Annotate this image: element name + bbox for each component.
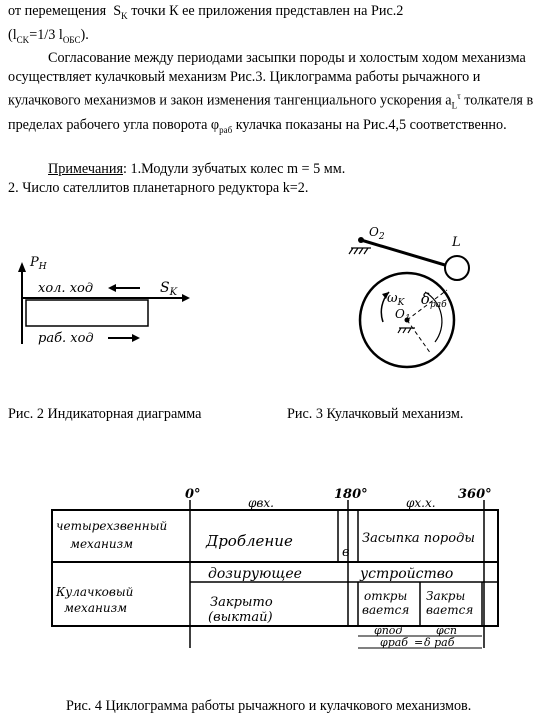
work-rectangle [26, 300, 148, 326]
dosing-b: устройство [360, 566, 454, 582]
deg-180: 180° [334, 487, 368, 502]
s-axis-arrow [182, 294, 190, 302]
phi-rab: φраб [380, 636, 409, 649]
crushing-label: Дробление [206, 532, 293, 550]
s-axis-label: $S_K$ [160, 280, 178, 298]
text-fragment: (l [8, 26, 17, 43]
small-b: в [342, 545, 350, 560]
label-o1: $O_1$ [395, 307, 411, 324]
ground-o1 [398, 328, 415, 333]
closes-b: вается [426, 603, 474, 617]
deg-0: 0° [185, 487, 201, 502]
rocker-arm [361, 240, 455, 268]
idle-arrow-head [108, 284, 116, 292]
phi-eq: = [414, 636, 424, 649]
caption-fig4: Рис. 4 Циклограмма работы рычажного и кулачкового механизмов. [66, 698, 472, 714]
text-fragment: ). [80, 26, 89, 43]
opens-a: откры [364, 589, 408, 603]
ground-o2 [349, 248, 371, 254]
work-stroke-label: раб. ход [38, 331, 94, 346]
phi-vx: φвх. [248, 496, 274, 510]
opens-b: вается [362, 603, 410, 617]
caption-fig3: Рис. 3 Кулачковый механизм. [287, 406, 464, 422]
text-fragment: от перемещения [8, 3, 107, 19]
deg-360: 360° [458, 487, 492, 502]
radius-line-2 [407, 320, 431, 354]
symbol-sup: τ [457, 91, 461, 101]
roller [445, 256, 469, 280]
phi-pod: φпод [374, 624, 403, 637]
closed-a: Закрыто [210, 595, 273, 610]
symbol-sub: K [121, 10, 128, 21]
row1-label-b: механизм [70, 537, 134, 551]
work-arrow-head [132, 334, 140, 342]
symbol-sub: CK [16, 34, 30, 45]
text-fragment: точки К ее приложения представлен на Рис.2 [131, 3, 404, 19]
paragraph-note-2 [8, 179, 544, 198]
text-fragment: =1/3 l [29, 26, 63, 43]
idle-stroke-label: хол. ход [38, 281, 94, 296]
phi-sp: φсп [436, 624, 457, 637]
p-axis-arrow [18, 262, 26, 272]
paragraph-displacement [8, 2, 544, 50]
notes-label: Примечания [48, 161, 123, 177]
label-l: L [452, 235, 461, 250]
paragraph-notes [8, 160, 544, 179]
symbol-sub: раб [219, 124, 233, 135]
symbol-sub: L [451, 100, 458, 111]
cyclogram [40, 486, 500, 666]
indicator-diagram [0, 240, 200, 360]
label-delta: $\delta_{раб}$ [421, 290, 447, 310]
row2-label-b: механизм [64, 601, 128, 615]
text-fragment: кулачка показаны на Рис.4,5 соответственно. [232, 116, 507, 133]
caption-fig2: Рис. 2 Индикаторная диаграмма [8, 406, 202, 422]
filling-label: Засыпка породы [362, 531, 475, 546]
cam-mechanism [345, 222, 485, 372]
symbol-s: S [113, 3, 122, 19]
paragraph-coordination [8, 49, 544, 139]
label-omega: $\omega_K$ [387, 291, 405, 308]
phi-xx: φх.х. [406, 496, 436, 510]
closes-a: Закры [426, 589, 466, 603]
notes-text: : 1.Модули зубчатых колес m = 5 мм. [123, 161, 346, 177]
row1-label-a: четырехзвенный [56, 519, 168, 533]
p-axis-label: $P_H$ [30, 255, 47, 272]
symbol-sub: OБC [62, 34, 81, 45]
closed-b: (выктай) [208, 610, 273, 625]
text-fragment: толкателя в пределах рабочего угла поворота φ [8, 92, 534, 133]
label-o2: $O_2$ [369, 225, 385, 242]
delta-rab: δ раб [424, 636, 455, 649]
dosing-a: дозирующее [208, 566, 302, 582]
text-fragment: Согласование между периодами засыпки породы и холостым ходом механизма осуществляет кулачковый механизм Рис.3. Циклограмма работы рычажного и кулачкового механизмов и закон изменения тангенциального ускорения a [8, 50, 526, 109]
notes-text-2: 2. Число сателлитов планетарного редуктора k=2. [8, 180, 309, 196]
row2-label-a: Кулачковый [56, 585, 134, 599]
